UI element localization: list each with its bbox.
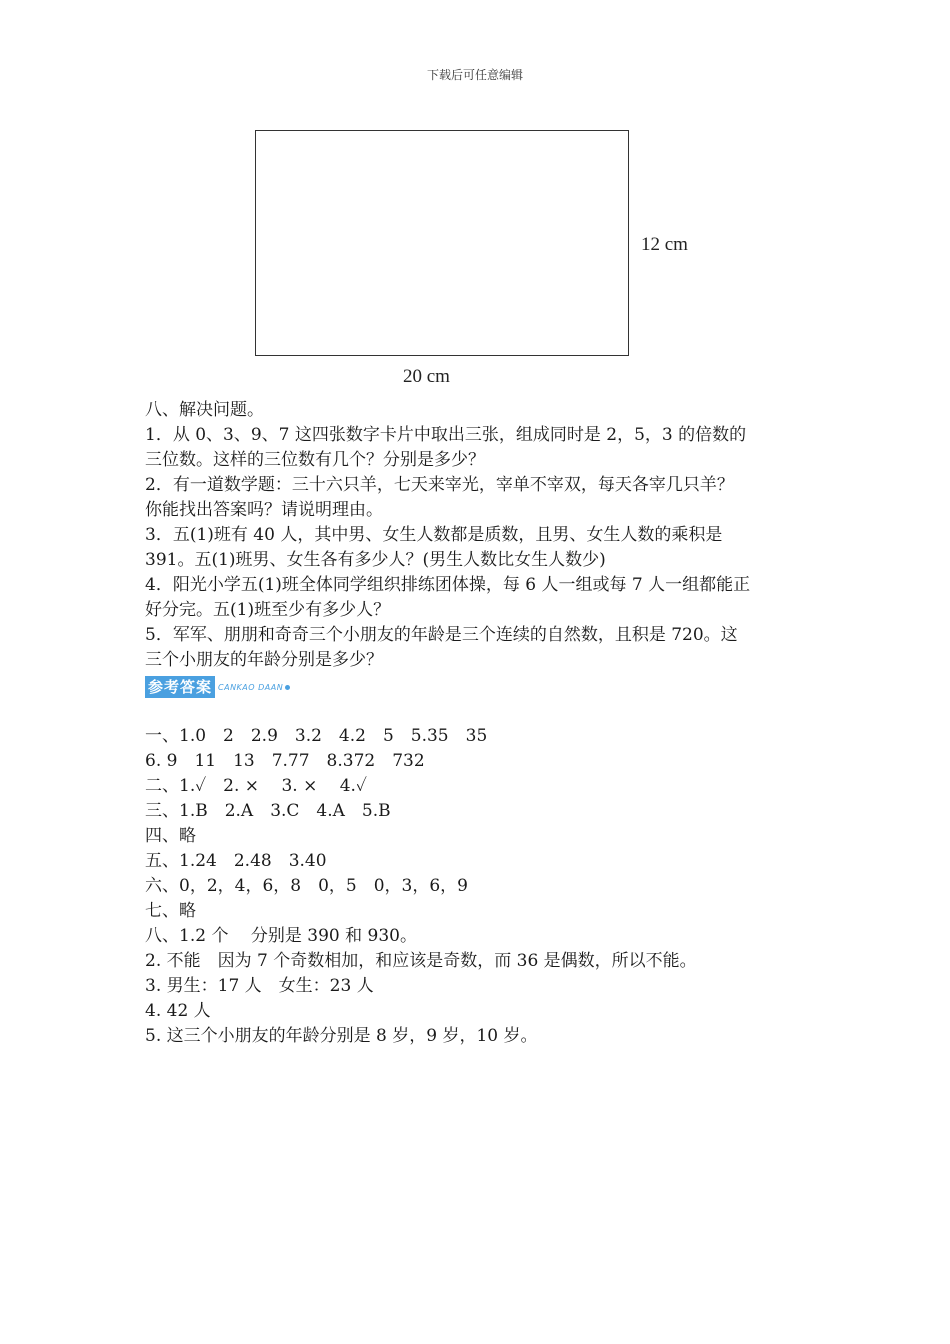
- answer-part-8-q3: 3. 男生：17 人 女生：23 人: [145, 976, 374, 996]
- question-4-line-1: 4．阳光小学五(1)班全体同学组织排练团体操，每 6 人一组或每 7 人一组都能正: [145, 575, 751, 595]
- pin-icon: [285, 685, 290, 690]
- question-1-line-1: 1．从 0、3、9、7 这四张数字卡片中取出三张，组成同时是 2，5，3 的倍数的: [145, 425, 747, 445]
- width-label: 20 cm: [403, 366, 450, 387]
- question-5-line-2: 三个小朋友的年龄分别是多少？: [145, 650, 383, 670]
- answer-part-1: 一、1.0 2 2.9 3.2 4.2 5 5.35 35: [145, 726, 488, 746]
- answer-part-8-q1: 八、1.2 个 分别是 390 和 930。: [145, 926, 417, 946]
- answer-part-6: 六、0，2，4，6，8 0，5 0，3，6，9: [145, 876, 468, 896]
- answer-key-badge-text: 参考答案: [145, 676, 215, 698]
- answer-part-7: 七、略: [145, 901, 196, 921]
- answer-key-badge: [145, 675, 290, 699]
- answer-part-8-q4: 4. 42 人: [145, 1001, 211, 1021]
- rectangle-figure: [255, 130, 695, 390]
- question-1-line-2: 三位数。这样的三位数有几个？分别是多少？: [145, 450, 485, 470]
- question-3-line-1: 3．五(1)班有 40 人，其中男、女生人数都是质数，且男、女生人数的乘积是: [145, 525, 723, 545]
- rectangle-shape: [255, 130, 629, 356]
- document-body: [145, 398, 810, 1049]
- answer-part-8-q2: 2. 不能 因为 7 个奇数相加，和应该是奇数，而 36 是偶数，所以不能。: [145, 951, 697, 971]
- question-5-line-1: 5．军军、朋朋和奇奇三个小朋友的年龄是三个连续的自然数，且积是 720。这: [145, 625, 738, 645]
- page-header-note: 下载后可任意编辑: [426, 68, 523, 82]
- answer-part-1-cont: 6. 9 11 13 7.77 8.372 732: [145, 751, 425, 771]
- answer-part-8-q5: 5. 这三个小朋友的年龄分别是 8 岁，9 岁，10 岁。: [145, 1026, 538, 1046]
- answer-part-2: 二、1.✓ 2. × 3. × 4.✓: [145, 776, 367, 796]
- section-title: 八、解决问题。: [145, 400, 264, 420]
- height-label: 12 cm: [641, 234, 688, 255]
- answer-part-4: 四、略: [145, 826, 196, 846]
- question-4-line-2: 好分完。五(1)班至少有多少人？: [145, 600, 391, 620]
- question-3-line-2: 391。五(1)班男、女生各有多少人？(男生人数比女生人数少): [145, 550, 606, 570]
- question-2-line-2: 你能找出答案吗？请说明理由。: [145, 500, 383, 520]
- answer-key-badge-pinyin: CANKAO DAAN: [218, 682, 284, 692]
- question-2-line-1: 2．有一道数学题：三十六只羊，七天来宰光，宰单不宰双，每天各宰几只羊？: [145, 475, 734, 495]
- answer-part-3: 三、1.B 2.A 3.C 4.A 5.B: [145, 801, 391, 821]
- answer-part-5: 五、1.24 2.48 3.40: [145, 851, 327, 871]
